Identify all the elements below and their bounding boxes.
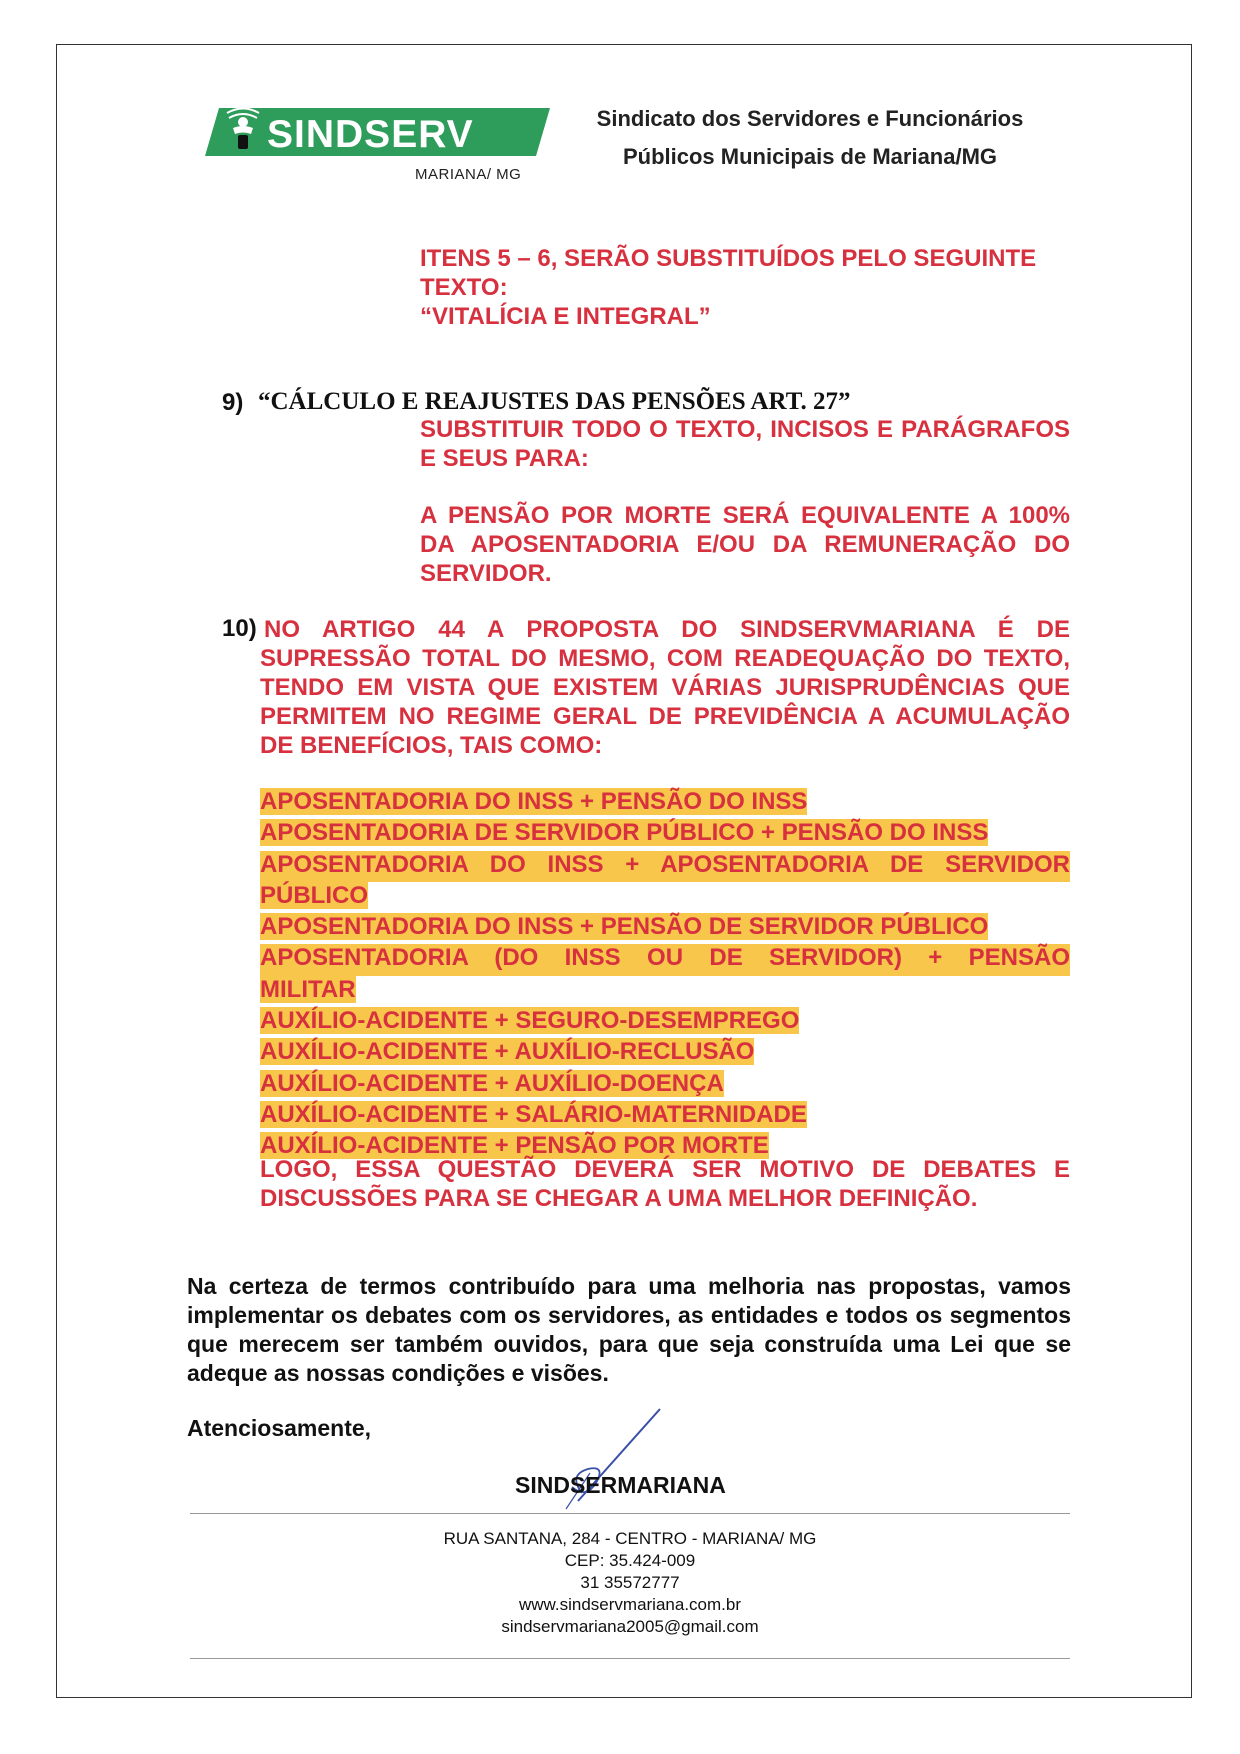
item-10-body: SUPRESSÃO TOTAL DO MESMO, COM READEQUAÇÃO DO TEXTO, TENDO EM VISTA QUE EXISTEM VÁRIAS JURISPRUDÊNCIAS QUE PERMITEM NO REGIME GERAL DE PREVIDÊNCIA A ACUMULAÇÃO DE BENEFÍCIOS, TAIS COMO: [260, 645, 1070, 759]
benefit-combinations-list [260, 788, 1070, 1164]
benefit-combination-text: PÚBLICO [260, 881, 368, 909]
benefit-combination-text: AUXÍLIO-ACIDENTE + AUXÍLIO-RECLUSÃO [260, 1038, 755, 1066]
intro-line-2: TEXTO: [420, 274, 508, 301]
intro-block [420, 244, 1070, 331]
item-9-para-2: A PENSÃO POR MORTE SERÁ EQUIVALENTE A 100% DA APOSENTADORIA E/OU DA REMUNERAÇÃO DO SERVIDOR. [420, 502, 1070, 587]
benefit-combination-text: AUXÍLIO-ACIDENTE + AUXÍLIO-DOENÇA [260, 1069, 724, 1097]
intro-line-3: “VITALÍCIA E INTEGRAL” [420, 303, 711, 330]
benefit-combination-text: AUXÍLIO-ACIDENTE + SALÁRIO-MATERNIDADE [260, 1100, 807, 1128]
benefit-combination-line [260, 819, 1070, 850]
footer-address: RUA SANTANA, 284 - CENTRO - MARIANA/ MG [443, 1529, 817, 1548]
item-10-conclusion: LOGO, ESSA QUESTÃO DEVERÁ SER MOTIVO DE DEBATES E DISCUSSÕES PARA SE CHEGAR A UMA MELHOR DEFINIÇÃO. [260, 1156, 1070, 1212]
logo-text: SINDSERV [267, 113, 474, 156]
intro-line-1: ITENS 5 – 6, SERÃO SUBSTITUÍDOS PELO SEGUINTE [420, 245, 1037, 272]
footer-website[interactable]: www.sindservmariana.com.br [518, 1595, 741, 1614]
benefit-combination-text: AUXÍLIO-ACIDENTE + PENSÃO POR MORTE [260, 1132, 769, 1160]
benefit-combination-line [260, 913, 1070, 944]
sindserv-logo [205, 104, 550, 160]
item-9-title: “CÁLCULO E REAJUSTES DAS PENSÕES ART. 27” [258, 388, 851, 415]
benefit-combination-line [260, 882, 1070, 913]
item-9-number: 9) [222, 389, 244, 416]
benefit-combination-text: APOSENTADORIA DO INSS + PENSÃO DE SERVIDOR PÚBLICO [260, 913, 989, 941]
benefit-combination-text: APOSENTADORIA DO INSS + PENSÃO DO INSS [260, 788, 808, 815]
footer-top-divider [190, 1513, 1070, 1514]
footer-email[interactable]: sindservmariana2005@gmail.com [501, 1617, 759, 1636]
benefit-combination-line [260, 976, 1070, 1007]
footer-bottom-divider [190, 1658, 1070, 1659]
benefit-combination-line [260, 1101, 1070, 1132]
item-10-number: 10) [222, 615, 257, 642]
item-9-para-1: SUBSTITUIR TODO O TEXTO, INCISOS E PARÁGRAFOS E SEUS PARA: [420, 416, 1070, 472]
closing-paragraph: Na certeza de termos contribuído para uma melhoria nas propostas, vamos implementar os debates com os servidores, as entidades e todos os segmentos que merecem ser também ouvidos, para que seja construída uma Lei que se adeque as nossas condições e visões. [187, 1273, 1071, 1386]
benefit-combination-line [260, 1070, 1070, 1101]
benefit-combination-line [260, 851, 1070, 882]
logo-subtitle: MARIANA/ MG [415, 166, 522, 183]
benefit-combination-line [260, 788, 1070, 819]
benefit-combination-text: APOSENTADORIA DE SERVIDOR PÚBLICO + PENSÃO DO INSS [260, 819, 989, 847]
benefit-combination-text: APOSENTADORIA (DO INSS OU DE SERVIDOR) + PENSÃO [260, 944, 1070, 972]
organization-name [570, 100, 1050, 176]
benefit-combination-line [260, 1007, 1070, 1038]
footer-cep: CEP: 35.424-009 [564, 1551, 696, 1570]
org-line-2: Públicos Municipais de Mariana/MG [622, 144, 998, 169]
item-10-first-line: NO ARTIGO 44 A PROPOSTA DO SINDSERVMARIANA É DE [264, 616, 1070, 643]
benefit-combination-line [260, 1038, 1070, 1069]
benefit-combination-line [260, 944, 1070, 975]
benefit-combination-text: MILITAR [260, 975, 356, 1003]
footer-phone: 31 35572777 [580, 1573, 680, 1592]
benefit-combination-text: APOSENTADORIA DO INSS + APOSENTADORIA DE SERVIDOR [260, 850, 1070, 878]
benefit-combination-text: AUXÍLIO-ACIDENTE + SEGURO-DESEMPREGO [260, 1007, 800, 1035]
signer-name: SINDSERMARIANA [515, 1472, 726, 1498]
org-line-1: Sindicato dos Servidores e Funcionários [596, 106, 1024, 131]
footer-contact [190, 1528, 1070, 1638]
salutation: Atenciosamente, [187, 1415, 372, 1441]
